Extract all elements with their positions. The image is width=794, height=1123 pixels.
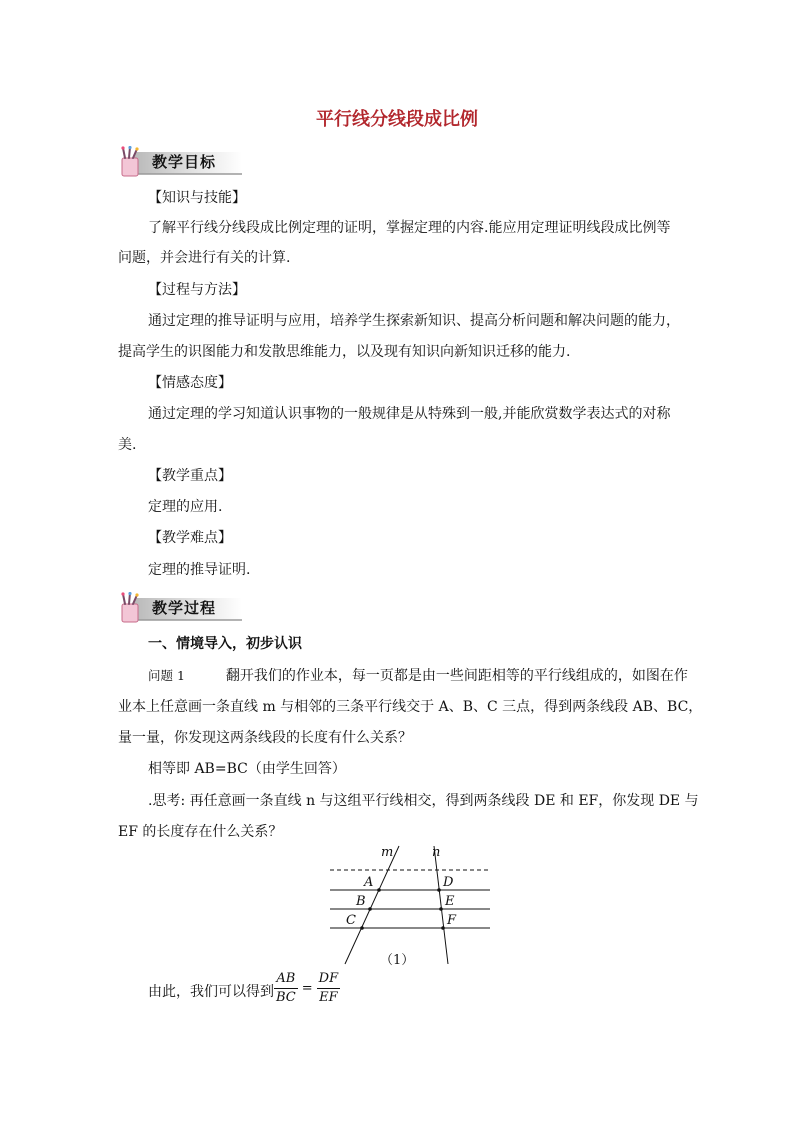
- point-D: [437, 888, 441, 892]
- attitude-text-2: 美.: [118, 437, 137, 453]
- fraction-right-denominator: EF: [319, 990, 338, 1005]
- question-1-text-1: 翻开我们的作业本，每一页都是由一些间距相等的平行线组成的，如图在作: [225, 668, 688, 684]
- fraction-left: [274, 970, 298, 1007]
- section-title-objectives: 教学目标: [152, 153, 217, 171]
- question-1-text-3: 量一量，你发现这两条线段的长度有什么关系？: [118, 730, 412, 746]
- point-A: [377, 888, 381, 892]
- key-heading: 【教学重点】: [148, 468, 232, 484]
- question-1-line-1: [148, 666, 688, 686]
- label-m: m: [381, 845, 394, 860]
- think-text-1: .思考: 再任意画一条直线 n 与这组平行线相交，得到两条线段 DE 和 EF，你发现 DE 与: [148, 793, 699, 809]
- fraction-left-numerator: AB: [274, 970, 298, 989]
- label-A: A: [364, 875, 374, 890]
- conclusion-text: 由此，我们可以得到: [148, 984, 274, 1000]
- ratio-formula: [274, 970, 340, 1007]
- section-banner-objectives: [116, 146, 242, 178]
- label-C: C: [346, 913, 356, 928]
- attitude-text-1: 通过定理的学习知道认识事物的一般规律是从特殊到一般,并能欣赏数学表达式的对称: [148, 406, 671, 422]
- method-heading: 【过程与方法】: [148, 282, 246, 298]
- attitude-heading: 【情感态度】: [148, 375, 232, 391]
- point-C: [360, 926, 364, 930]
- label-E: E: [445, 894, 455, 909]
- label-D: D: [443, 875, 454, 890]
- fraction-right-numerator: DF: [317, 970, 340, 989]
- knowledge-text-1: 了解平行线分线段成比例定理的证明，掌握定理的内容.能应用定理证明线段成比例等: [148, 220, 671, 236]
- difficulty-heading: 【教学难点】: [148, 530, 232, 546]
- knowledge-text-2: 问题，并会进行有关的计算.: [118, 250, 291, 266]
- equals-sign: =: [301, 981, 313, 996]
- answer-text: 相等即 AB=BC（由学生回答）: [148, 761, 346, 777]
- step1-heading: 一、情境导入，初步认识: [148, 636, 302, 652]
- section-title-process: 教学过程: [152, 599, 217, 617]
- page-title: 平行线分线段成比例: [316, 109, 478, 130]
- knowledge-heading: 【知识与技能】: [148, 190, 246, 206]
- point-E: [439, 907, 443, 911]
- label-n: n: [432, 845, 441, 860]
- think-text-2: EF 的长度存在什么关系？: [118, 824, 283, 840]
- point-F: [441, 926, 445, 930]
- line-m: [345, 846, 399, 964]
- question-1-label: 问题 1: [148, 668, 185, 683]
- parallel-lines-figure: [326, 840, 496, 970]
- fraction-right: [317, 970, 340, 1007]
- figure-caption: （1）: [380, 953, 415, 968]
- point-B: [368, 907, 372, 911]
- difficulty-text: 定理的推导证明.: [148, 562, 251, 578]
- section-banner-process: [116, 592, 242, 624]
- question-1-text-2: 业本上任意画一条直线 m 与相邻的三条平行线交于 A、B、C 三点，得到两条线段 AB、BC，: [118, 699, 703, 715]
- key-text: 定理的应用.: [148, 499, 223, 515]
- method-text-2: 提高学生的识图能力和发散思维能力，以及现有知识向新知识迁移的能力.: [118, 344, 571, 360]
- label-F: F: [447, 913, 457, 928]
- label-B: B: [356, 894, 366, 909]
- method-text-1: 通过定理的推导证明与应用，培养学生探索新知识、提高分析问题和解决问题的能力，: [148, 313, 680, 329]
- fraction-left-denominator: BC: [276, 990, 296, 1005]
